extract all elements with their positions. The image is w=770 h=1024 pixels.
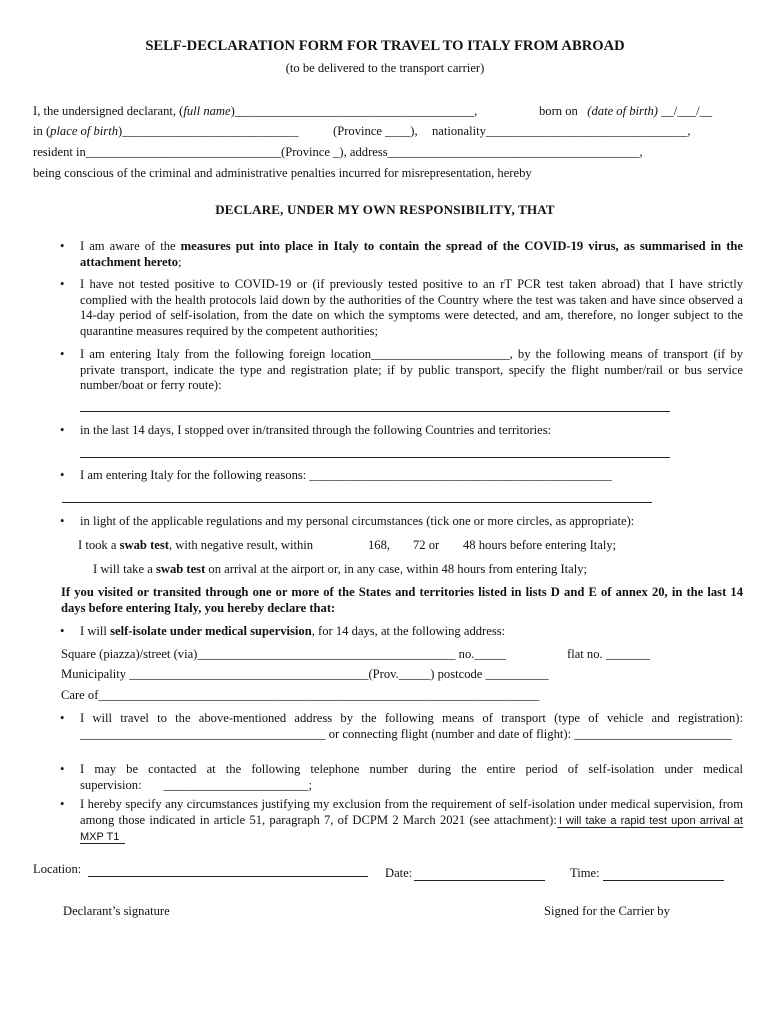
time-label: Time: <box>570 866 600 880</box>
swab-will-text: I will take a <box>93 562 156 576</box>
born-on-label: born on <box>539 104 578 118</box>
residence-line[interactable]: resident in_______________________________(Province _), address________________________________________, <box>33 145 643 159</box>
not-tested-item: I have not tested positive to COVID-19 or (if previously tested positive to an rT PCR test taken abroad) that I have strictly complied with the health protocols laid down by the authorities of the Country where the test was taken and have since observed a 14-day period of self-isolation, from the date on which the symptoms were detected, and am, therefore, no longer subject to the quarantine measures required by the competent authorities; <box>80 277 743 338</box>
swab-took-line <box>78 538 313 553</box>
option-48-hours[interactable]: 48 hours before entering Italy; <box>463 538 617 552</box>
reasons-item[interactable]: I am entering Italy for the following reasons: ________________________________________________ <box>80 468 612 482</box>
exemption-item <box>80 797 743 846</box>
bullet-icon: • <box>60 762 65 776</box>
intro-line-1 <box>33 104 477 119</box>
aware-item <box>80 239 743 270</box>
conscious-statement: being conscious of the criminal and administrative penalties incurred for misrepresentation, hereby <box>33 166 532 180</box>
dob-label: (date of birth) <box>587 104 658 118</box>
exemption-text: I hereby specify any circumstances justifying my exclusion from the requirement of self-isolation under medical supervision, from among those indicated in article 51, paragraph 7, of DCPM 2 March 2021 (see attachment): <box>80 797 743 827</box>
exemption-value: I will take a rapid test upon arrival at MXP T1 <box>80 814 743 844</box>
option-168-hours[interactable]: 168, <box>368 538 391 552</box>
declarant-signature-label: Declarant’s signature <box>63 904 170 918</box>
bullet-icon: • <box>60 347 65 361</box>
full-name-label: full name <box>183 104 231 118</box>
entering-from-item[interactable]: I am entering Italy from the following foreign location______________________, by the following means of transport (if by private transport, indicate the type and registration plate; if by public transport, specify the flight number/rail or bus service number/boat or ferry route): <box>80 347 743 393</box>
full-name-field[interactable]: )______________________________________, <box>230 104 478 118</box>
nationality-field[interactable]: nationality________________________________, <box>432 124 691 138</box>
swab-took-end: , with negative result, within <box>168 538 314 552</box>
care-of-field[interactable]: Care of______________________________________________________________________ <box>61 688 540 702</box>
street-field[interactable]: Square (piazza)/street (via)_________________________________________ no._____ <box>61 647 506 661</box>
dob-group <box>539 104 712 119</box>
reasons-answer-line[interactable] <box>62 502 652 503</box>
form-subtitle: (to be delivered to the transport carrier) <box>285 61 485 75</box>
aware-end: ; <box>178 254 182 269</box>
aware-text: I am aware of the <box>80 239 181 253</box>
in-label: in ( <box>33 124 51 138</box>
place-of-birth-field[interactable]: )____________________________ <box>118 124 299 138</box>
travel-means-item[interactable]: I will travel to the above-mentioned address by the following means of transport (type of vehicle and registration): _______________________________________ or connecting flight (number and date of flight): _________________________ <box>80 711 743 741</box>
contact-text: I may be contacted at the following telephone number during the entire period of self-isolation under medical supervision: <box>80 762 743 792</box>
bullet-icon: • <box>60 624 65 638</box>
option-72-hours[interactable]: 72 or <box>413 538 440 552</box>
swab-will-bold: swab test <box>155 562 206 576</box>
self-isolate-item <box>80 624 505 639</box>
self-isolate-text: I will <box>80 624 111 638</box>
countries-answer-line[interactable] <box>80 457 670 458</box>
swab-took-text: I took a <box>78 538 120 552</box>
date-label: Date: <box>385 866 413 880</box>
location-field[interactable] <box>88 876 368 877</box>
time-field[interactable] <box>603 880 724 881</box>
flat-field[interactable]: flat no. _______ <box>567 647 650 661</box>
bullet-icon: • <box>60 423 65 437</box>
municipality-field[interactable]: Municipality ______________________________________(Prov._____) postcode __________ <box>61 667 549 681</box>
bullet-icon: • <box>60 797 65 811</box>
aware-bold-text: measures put into place in Italy to contain the spread of the COVID-19 virus, as summarised in the attachment hereto <box>80 239 743 269</box>
swab-will-end: on arrival at the airport or, in any case, within 48 hours from entering Italy; <box>205 562 588 576</box>
self-isolate-bold: self-isolate under medical supervision <box>110 624 312 638</box>
transport-answer-line[interactable] <box>80 411 670 412</box>
bullet-icon: • <box>60 514 65 528</box>
bullet-icon: • <box>60 711 65 725</box>
last14-item: in the last 14 days, I stopped over in/transited through the following Countries and territories: <box>80 423 552 437</box>
carrier-signature-label: Signed for the Carrier by <box>544 904 670 918</box>
intro-text: I, the undersigned declarant, ( <box>33 104 184 118</box>
self-isolate-end: , for 14 days, at the following address: <box>311 624 506 638</box>
declare-heading: DECLARE, UNDER MY OWN RESPONSIBILITY, THAT <box>215 202 555 217</box>
place-of-birth-label: place of birth <box>50 124 118 138</box>
bullet-icon: • <box>60 277 65 291</box>
location-label: Location: <box>33 862 82 876</box>
swab-took-bold: swab test <box>119 538 169 552</box>
annex-notice: If you visited or transited through one or more of the States and territories listed in lists D and E of annex 20, in the last 14 days before entering Italy, you hereby declare that: <box>61 585 743 615</box>
bullet-icon: • <box>60 239 65 253</box>
dob-field[interactable]: __/___/__ <box>661 104 713 118</box>
date-field[interactable] <box>414 880 545 881</box>
bullet-icon: • <box>60 468 65 482</box>
regulations-item: in light of the applicable regulations and my personal circumstances (tick one or more circles, as appropriate): <box>80 514 635 528</box>
form-title: SELF-DECLARATION FORM FOR TRAVEL TO ITALY FROM ABROAD <box>145 38 625 54</box>
province-field[interactable]: (Province ____), <box>333 124 418 138</box>
phone-field[interactable]: _______________________; <box>163 777 312 792</box>
contact-item <box>80 762 743 793</box>
swab-will-line[interactable] <box>93 562 587 577</box>
intro-line-2 <box>33 124 299 139</box>
